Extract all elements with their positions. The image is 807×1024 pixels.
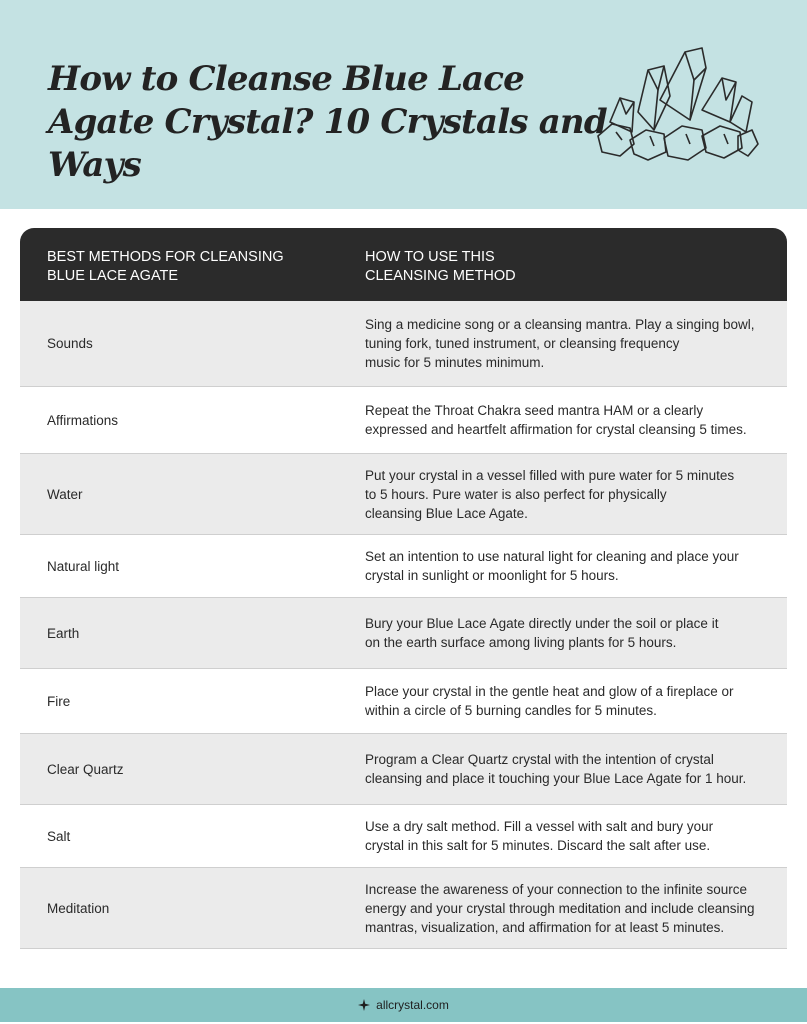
table-row — [20, 669, 787, 734]
table-row — [20, 454, 787, 535]
method-instructions: Use a dry salt method. Fill a vessel with salt and bury your crystal in this salt for 5 minutes. Discard the salt after use. — [365, 819, 714, 853]
method-name: Fire — [47, 693, 71, 709]
method-name: Sounds — [47, 336, 93, 351]
method-instructions: Put your crystal in a vessel filled with pure water for 5 minutes to 5 hours. Pure water is also perfect for physically cleansing Blue Lace Agate. — [365, 467, 735, 521]
table-row — [20, 535, 787, 598]
page-title: How to Cleanse Blue Lace Agate Crystal? 10 Crystals and Ways — [48, 59, 607, 185]
table-row — [20, 805, 787, 868]
method-name: Clear Quartz — [47, 761, 124, 777]
crystal-cluster-illustration — [590, 40, 760, 165]
column-header-how-to-use: HOW TO USE THIS CLEANSING METHOD — [365, 249, 516, 284]
footer-site-link[interactable]: allcrystal.com — [376, 998, 449, 1012]
method-name: Meditation — [47, 900, 110, 916]
table-row — [20, 301, 787, 387]
footer-bar — [0, 988, 807, 1022]
header-banner — [0, 0, 807, 209]
method-name: Earth — [47, 625, 80, 641]
table-row — [20, 387, 787, 454]
method-instructions: Repeat the Throat Chakra seed mantra HAM or a clearly expressed and heartfelt affirmation for crystal cleansing 5 times. — [365, 403, 747, 437]
sparkle-icon — [358, 999, 370, 1011]
method-instructions: Program a Clear Quartz crystal with the intention of crystal cleansing and place it touching your Blue Lace Agate for 1 hour. — [365, 752, 747, 786]
method-instructions: Increase the awareness of your connection to the infinite source energy and your crystal through meditation and include cleansing mantras, visualization, and affirmation for at least 5 minutes. — [365, 881, 755, 935]
method-name: Water — [47, 486, 83, 502]
method-name: Salt — [47, 828, 71, 844]
method-name: Affirmations — [47, 412, 119, 428]
table-row — [20, 868, 787, 949]
method-instructions: Sing a medicine song or a cleansing mantra. Play a singing bowl, tuning fork, tuned instrument, or cleansing frequency music for 5 minutes minimum. — [365, 317, 755, 370]
table-header — [20, 228, 787, 301]
table-row — [20, 598, 787, 669]
cleansing-methods-table — [20, 228, 787, 949]
method-instructions: Place your crystal in the gentle heat and glow of a fireplace or within a circle of 5 burning candles for 5 minutes. — [365, 684, 734, 718]
table-row — [20, 734, 787, 805]
column-header-methods: BEST METHODS FOR CLEANSING BLUE LACE AGATE — [47, 249, 284, 284]
method-name: Natural light — [47, 558, 120, 574]
method-instructions: Set an intention to use natural light for cleaning and place your crystal in sunlight or moonlight for 5 hours. — [365, 549, 739, 583]
method-instructions: Bury your Blue Lace Agate directly under the soil or place it on the earth surface among living plants for 5 hours. — [365, 616, 719, 650]
